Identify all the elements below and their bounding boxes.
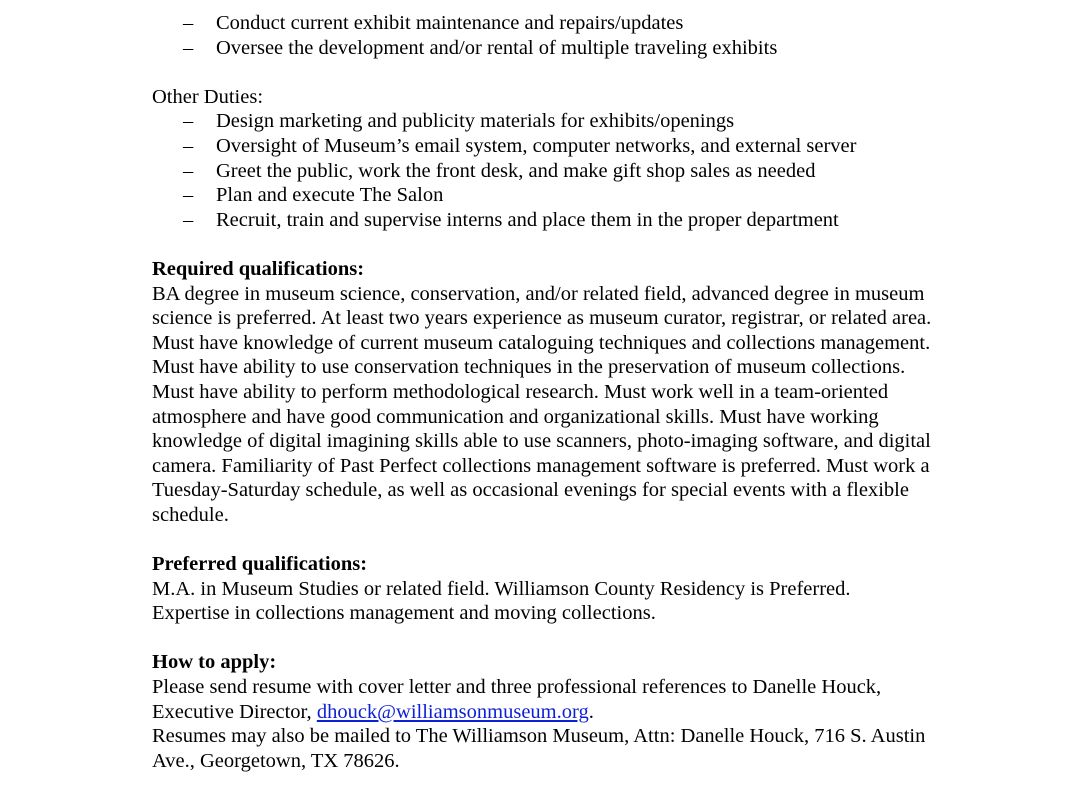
dash-bullet: –: [183, 110, 194, 133]
list-item: – Oversight of Museum’s email system, computer networks, and external server: [183, 134, 857, 157]
mail-address-text: Resumes may also be mailed to The Williamson Museum, Attn: Danelle Houck, 716 S. Austin Ave., Georgetown, TX 78626.: [152, 725, 926, 772]
list-item: – Conduct current exhibit maintenance and repairs/updates: [183, 12, 684, 34]
exhibit-duties-list: [152, 11, 932, 60]
other-duties-heading: Other Duties:: [152, 85, 264, 108]
required-qualifications-heading: Required qualifications:: [152, 257, 365, 280]
list-item: – Greet the public, work the front desk, and make gift shop sales as needed: [183, 159, 816, 182]
dash-bullet: –: [183, 208, 194, 231]
dash-bullet: –: [183, 159, 194, 182]
preferred-qualifications-heading: Preferred qualifications:: [152, 553, 368, 576]
how-to-apply-heading: How to apply:: [152, 651, 277, 674]
dash-bullet: –: [183, 36, 194, 59]
document-page: [152, 11, 932, 773]
other-duties-list: [152, 109, 932, 232]
dash-bullet: –: [183, 134, 194, 157]
list-item: – Oversee the development and/or rental of multiple traveling exhibits: [183, 36, 778, 59]
list-item: – Design marketing and publicity materials for exhibits/openings: [183, 110, 735, 133]
email-link[interactable]: dhouck@williamsonmuseum.org: [316, 700, 589, 723]
dash-bullet: –: [183, 12, 194, 34]
list-item: – Plan and execute The Salon: [183, 184, 444, 207]
preferred-qualifications-body: M.A. in Museum Studies or related field. Williamson County Residency is Preferred. Expertise in collections management and moving collections.: [152, 577, 851, 625]
list-item: – Recruit, train and supervise interns and place them in the proper department: [183, 208, 839, 231]
required-qualifications-body: BA degree in museum science, conservation, and/or related field, advanced degree in museum science is preferred. At least two years experience as museum curator, registrar, or related area. Must have knowledge of current museum cataloguing techniques and collections management. Must have ability to use conservation techniques in the preservation of museum collections. Must have ability to perform methodological research. Must work well in a team-oriented atmosphere and have good communication and organizational skills. Must have working knowledge of digital imagining skills able to use scanners, photo-imaging software, and digital camera. Familiarity of Past Perfect collections management software is preferred. Must work a Tuesday-Saturday schedule, as well as occasional evenings for special events with a flexible schedule.: [152, 282, 932, 526]
how-to-apply-body: Please send resume with cover letter and three professional references to Danelle Houck, Executive Director, dhouck@williamsonmuseum.org.: [152, 676, 882, 723]
dash-bullet: –: [183, 184, 194, 207]
